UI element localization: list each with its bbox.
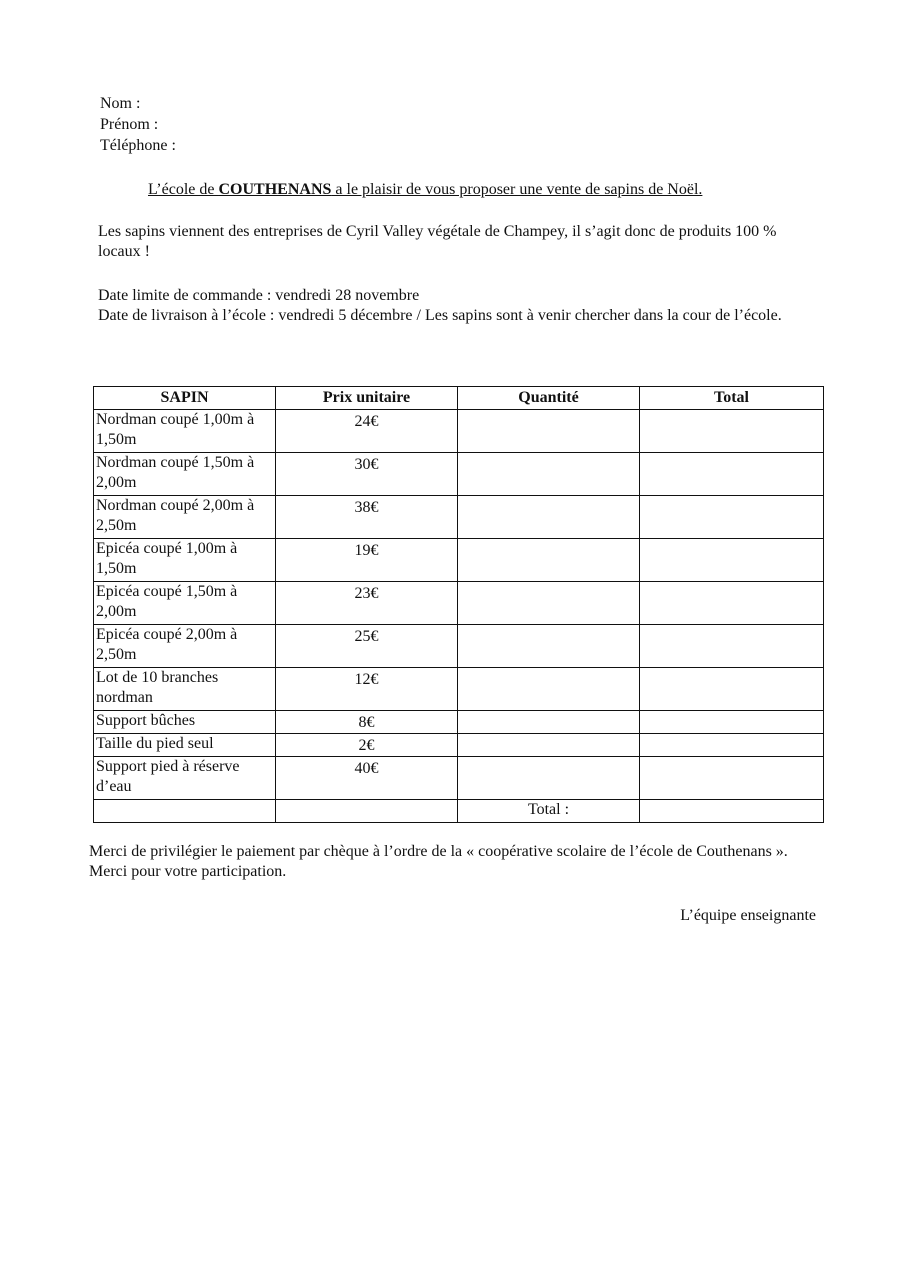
table-header-row [94, 387, 824, 410]
order-deadline: Date limite de commande : vendredi 28 novembre [98, 287, 420, 304]
quantity-cell[interactable] [458, 734, 640, 757]
product-name: Lot de 10 branches nordman [94, 668, 276, 711]
payment-note: Merci de privilégier le paiement par chèque à l’ordre de la « coopérative scolaire de l’école de Couthenans ». [89, 843, 788, 860]
total-row [94, 800, 824, 823]
quantity-cell[interactable] [458, 668, 640, 711]
row-total-cell[interactable] [640, 496, 824, 539]
product-name: Nordman coupé 1,50m à 2,00m [94, 453, 276, 496]
table-row [94, 757, 824, 800]
product-name: Epicéa coupé 1,50m à 2,00m [94, 582, 276, 625]
product-name: Support bûches [94, 711, 276, 734]
order-rows [94, 410, 824, 800]
unit-price: 2€ [276, 734, 458, 757]
row-total-cell[interactable] [640, 539, 824, 582]
quantity-cell[interactable] [458, 496, 640, 539]
table-row [94, 668, 824, 711]
product-name: Epicéa coupé 2,00m à 2,50m [94, 625, 276, 668]
table-row [94, 496, 824, 539]
product-name: Nordman coupé 2,00m à 2,50m [94, 496, 276, 539]
table-row [94, 453, 824, 496]
row-total-cell[interactable] [640, 410, 824, 453]
table-row [94, 625, 824, 668]
headline [148, 181, 702, 199]
product-name: Nordman coupé 1,00m à 1,50m [94, 410, 276, 453]
total-row-empty-1 [94, 800, 276, 823]
telephone-label: Téléphone : [100, 137, 176, 154]
product-name: Support pied à réserve d’eau [94, 757, 276, 800]
header-total: Total [640, 387, 824, 410]
quantity-cell[interactable] [458, 711, 640, 734]
delivery-info: Date de livraison à l’école : vendredi 5 décembre / Les sapins sont à venir chercher dans la cour de l’école. [98, 307, 782, 324]
table-row [94, 711, 824, 734]
quantity-cell[interactable] [458, 539, 640, 582]
unit-price: 8€ [276, 711, 458, 734]
header-quantite: Quantité [458, 387, 640, 410]
signature: L’équipe enseignante [680, 907, 816, 924]
table-row [94, 582, 824, 625]
row-total-cell[interactable] [640, 757, 824, 800]
order-table [93, 386, 824, 823]
unit-price: 30€ [276, 453, 458, 496]
unit-price: 23€ [276, 582, 458, 625]
quantity-cell[interactable] [458, 625, 640, 668]
header-sapin: SAPIN [94, 387, 276, 410]
row-total-cell[interactable] [640, 625, 824, 668]
row-total-cell[interactable] [640, 711, 824, 734]
table-row [94, 539, 824, 582]
product-name: Epicéa coupé 1,00m à 1,50m [94, 539, 276, 582]
headline-after: a le plaisir de vous proposer une vente de sapins de Noël. [331, 181, 703, 198]
unit-price: 24€ [276, 410, 458, 453]
grand-total-cell[interactable] [640, 800, 824, 823]
row-total-cell[interactable] [640, 582, 824, 625]
prenom-label: Prénom : [100, 116, 159, 133]
identity-block [100, 93, 176, 156]
unit-price: 19€ [276, 539, 458, 582]
unit-price: 12€ [276, 668, 458, 711]
total-label: Total : [458, 800, 640, 823]
dates-paragraph [98, 286, 820, 326]
school-name: COUTHENANS [218, 181, 332, 198]
quantity-cell[interactable] [458, 410, 640, 453]
unit-price: 38€ [276, 496, 458, 539]
table-row [94, 410, 824, 453]
total-row-empty-2 [276, 800, 458, 823]
intro-paragraph: Les sapins viennent des entreprises de Cyril Valley végétale de Champey, il s’agit donc de produits 100 % locaux ! [98, 223, 777, 260]
footer-block [89, 842, 819, 882]
row-total-cell[interactable] [640, 734, 824, 757]
quantity-cell[interactable] [458, 757, 640, 800]
row-total-cell[interactable] [640, 453, 824, 496]
unit-price: 25€ [276, 625, 458, 668]
row-total-cell[interactable] [640, 668, 824, 711]
headline-before: L’école de [148, 181, 219, 198]
nom-label: Nom : [100, 95, 141, 112]
header-prix: Prix unitaire [276, 387, 458, 410]
unit-price: 40€ [276, 757, 458, 800]
thanks-note: Merci pour votre participation. [89, 863, 287, 880]
quantity-cell[interactable] [458, 582, 640, 625]
table-row [94, 734, 824, 757]
product-name: Taille du pied seul [94, 734, 276, 757]
quantity-cell[interactable] [458, 453, 640, 496]
